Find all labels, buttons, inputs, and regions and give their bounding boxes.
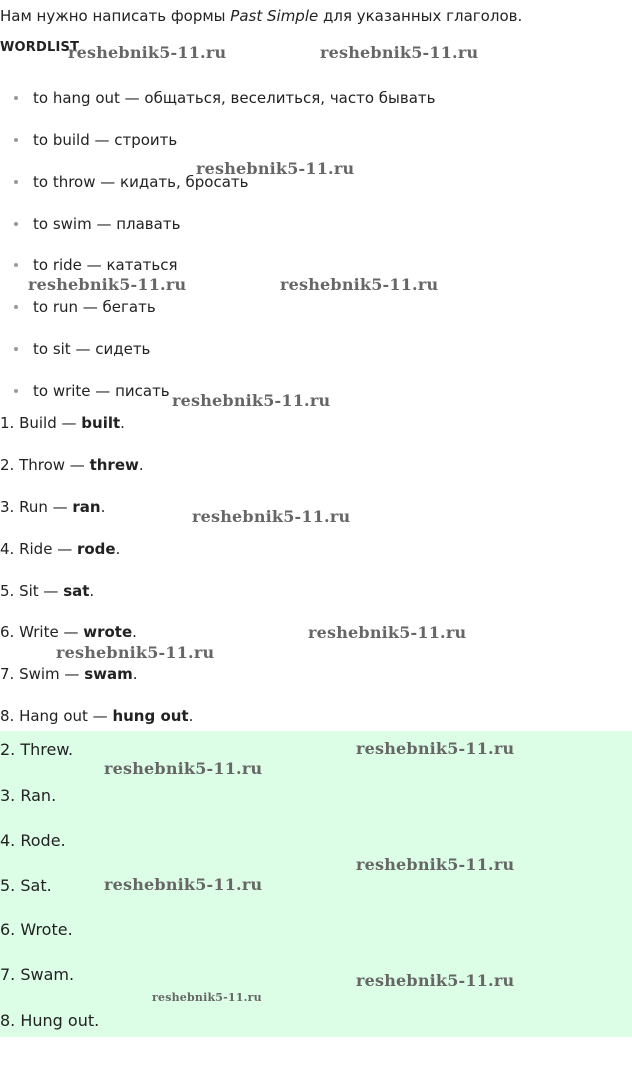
answer-row [0,456,144,474]
bullet-icon [14,138,18,142]
answer-row [0,414,125,432]
watermark: reshebnik5-11.ru [280,275,439,294]
green-answer: 7. Swam. [0,965,75,984]
watermark: reshebnik5-11.ru [152,991,262,1004]
answer-suffix: . [188,707,194,725]
answer-prefix: 4. Ride — [0,540,77,558]
answer-suffix: . [138,456,144,474]
watermark: reshebnik5-11.ru [308,623,467,642]
answer-form: rode [76,540,116,558]
intro-text [0,7,522,25]
answer-form: swam [84,665,133,683]
watermark: reshebnik5-11.ru [104,759,263,778]
green-answer: 6. Wrote. [0,920,73,939]
bullet-icon [14,180,18,184]
green-answer: 3. Ran. [0,786,57,805]
answer-form: built [81,414,121,432]
answer-form: hung out [112,707,189,725]
watermark: reshebnik5-11.ru [320,43,479,62]
answer-prefix: 5. Sit — [0,582,64,600]
answer-suffix: . [89,582,95,600]
intro-before: Нам нужно написать формы [0,7,231,25]
answer-prefix: 1. Build — [0,414,82,432]
answer-form: sat [63,582,90,600]
intro-after: для указанных глаголов. [318,7,523,25]
watermark: reshebnik5-11.ru [192,507,351,526]
wordlist-item-text: to swim — плавать [33,215,181,233]
watermark: reshebnik5-11.ru [56,643,215,662]
answer-prefix: 3. Run — [0,498,73,516]
wordlist-item [14,215,180,233]
watermark: reshebnik5-11.ru [104,875,263,894]
wordlist-item [14,340,150,358]
answer-suffix: . [132,665,138,683]
green-answer: 4. Rode. [0,831,66,850]
wordlist-item-text: to hang out — общаться, веселиться, часто бывать [33,89,436,107]
answer-form: threw [89,456,139,474]
watermark: reshebnik5-11.ru [356,971,515,990]
wordlist-item [14,256,177,274]
answer-suffix: . [132,623,137,641]
wordlist-item-text: to sit — сидеть [33,340,151,358]
green-answer-block [0,731,632,1037]
green-answer: 8. Hung out. [0,1011,100,1030]
answer-suffix: . [100,498,106,516]
bullet-icon [14,96,18,100]
answer-prefix: 6. Write — [0,623,84,641]
answer-row [0,582,94,600]
bullet-icon [14,305,18,309]
watermark: reshebnik5-11.ru [28,275,187,294]
bullet-icon [14,263,18,267]
wordlist-heading: WORDLIST [0,40,80,55]
answer-form: ran [72,498,101,516]
watermark: reshebnik5-11.ru [172,391,331,410]
answer-row [0,707,193,725]
wordlist-item-text: to build — строить [33,131,178,149]
green-answer: 2. Threw. [0,740,74,759]
wordlist-item [14,131,177,149]
answer-suffix: . [120,414,125,432]
answer-row [0,498,105,516]
watermark: reshebnik5-11.ru [68,43,227,62]
watermark: reshebnik5-11.ru [196,159,355,178]
bullet-icon [14,389,18,393]
wordlist-item-text: to throw — кидать, бросать [33,173,249,191]
bullet-icon [14,222,18,226]
intro-emphasis: Past Simple [230,7,319,25]
answer-row [0,623,137,641]
watermark: reshebnik5-11.ru [356,855,515,874]
answer-prefix: 7. Swim — [0,665,85,683]
wordlist-item-text: to write — писать [33,382,170,400]
wordlist-item [14,89,436,107]
answer-form: wrote [83,623,133,641]
answer-prefix: 2. Throw — [0,456,90,474]
wordlist-item [14,382,170,400]
wordlist-item-text: to run — бегать [33,298,156,316]
bullet-icon [14,347,18,351]
green-answer: 5. Sat. [0,876,52,895]
wordlist-item [14,298,156,316]
answer-row [0,665,138,683]
watermark: reshebnik5-11.ru [356,739,515,758]
wordlist-item-text: to ride — кататься [33,256,178,274]
answer-prefix: 8. Hang out — [0,707,113,725]
answer-suffix: . [115,540,121,558]
answer-row [0,540,120,558]
